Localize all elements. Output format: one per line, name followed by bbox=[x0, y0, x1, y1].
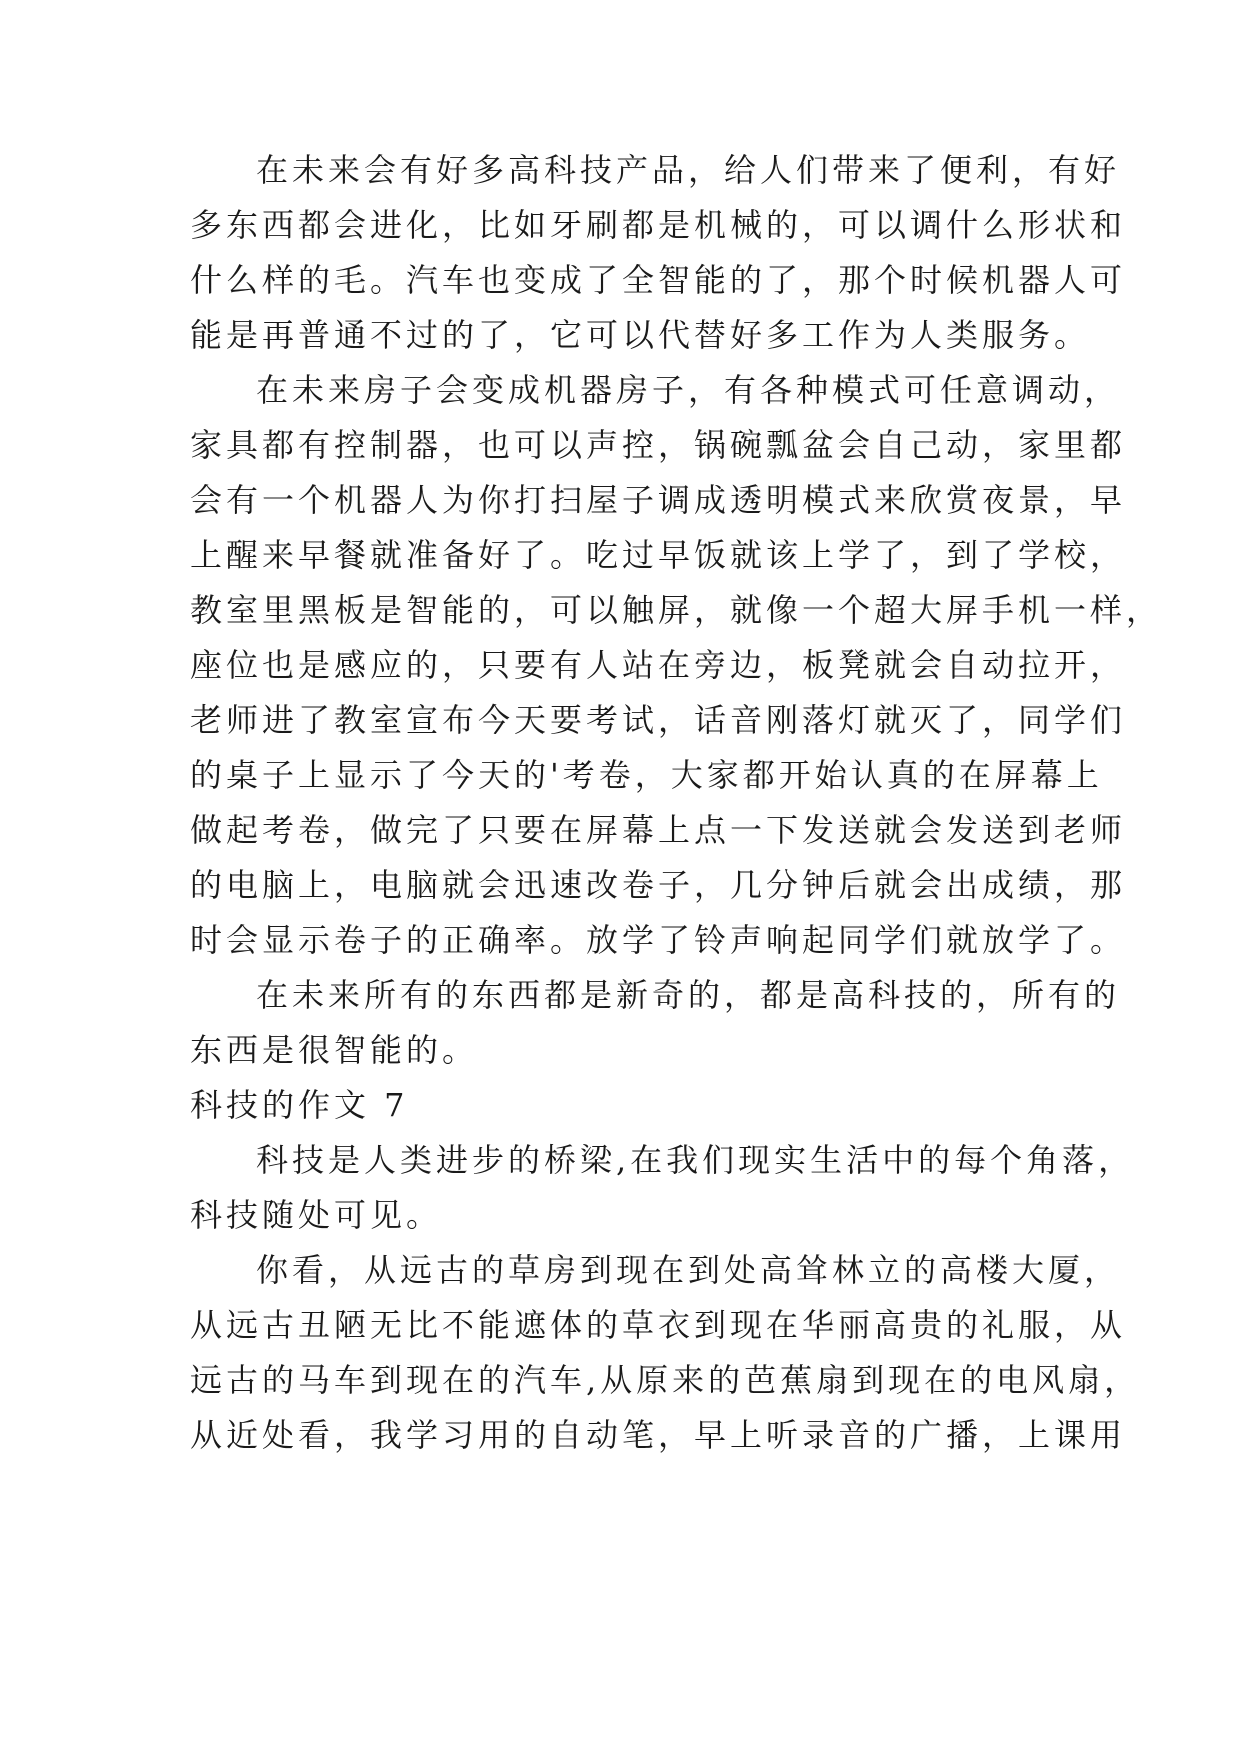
text-line: 座位也是感应的，只要有人站在旁边，板凳就会自动拉开， bbox=[190, 646, 1127, 684]
text-line: 上醒来早餐就准备好了。吃过早饭就该上学了，到了学校， bbox=[190, 536, 1127, 574]
text-line: 科技是人类进步的桥梁,在我们现实生活中的每个角落， bbox=[256, 1141, 1135, 1179]
text-line: 时会显示卷子的正确率。放学了铃声响起同学们就放学了。 bbox=[190, 921, 1127, 959]
text-line: 会有一个机器人为你打扫屋子调成透明模式来欣赏夜景，早 bbox=[190, 481, 1127, 519]
text-line: 多东西都会进化，比如牙刷都是机械的，可以调什么形状和 bbox=[190, 206, 1127, 244]
text-line: 东西是很智能的。 bbox=[190, 1031, 479, 1069]
text-line: 的电脑上，电脑就会迅速改卷子，几分钟后就会出成绩，那 bbox=[190, 866, 1127, 904]
text-line: 什么样的毛。汽车也变成了全智能的了，那个时候机器人可 bbox=[190, 261, 1127, 299]
text-line: 家具都有控制器，也可以声控，锅碗瓢盆会自己动，家里都 bbox=[190, 426, 1127, 464]
text-line: 科技随处可见。 bbox=[190, 1196, 443, 1234]
text-line: 的桌子上显示了今天的'考卷，大家都开始认真的在屏幕上 bbox=[190, 756, 1103, 794]
text-line: 在未来会有好多高科技产品，给人们带来了便利，有好 bbox=[256, 151, 1121, 189]
text-line: 在未来所有的东西都是新奇的，都是高科技的，所有的 bbox=[256, 976, 1121, 1014]
text-line: 老师进了教室宣布今天要考试，话音刚落灯就灭了，同学们 bbox=[190, 701, 1127, 739]
text-line: 在未来房子会变成机器房子，有各种模式可任意调动， bbox=[256, 371, 1121, 409]
text-line: 从远古丑陋无比不能遮体的草衣到现在华丽高贵的礼服，从 bbox=[190, 1306, 1127, 1344]
section-heading: 科技的作文 7 bbox=[190, 1086, 409, 1124]
text-line: 做起考卷，做完了只要在屏幕上点一下发送就会发送到老师 bbox=[190, 811, 1127, 849]
text-line: 教室里黑板是智能的，可以触屏，就像一个超大屏手机一样， bbox=[190, 591, 1163, 629]
text-line: 远古的马车到现在的汽车,从原来的芭蕉扇到现在的电风扇， bbox=[190, 1361, 1141, 1399]
text-line: 你看，从远古的草房到现在到处高耸林立的高楼大厦， bbox=[256, 1251, 1121, 1289]
text-line: 从近处看，我学习用的自动笔，早上听录音的广播，上课用 bbox=[190, 1416, 1127, 1454]
text-line: 能是再普通不过的了，它可以代替好多工作为人类服务。 bbox=[190, 316, 1091, 354]
